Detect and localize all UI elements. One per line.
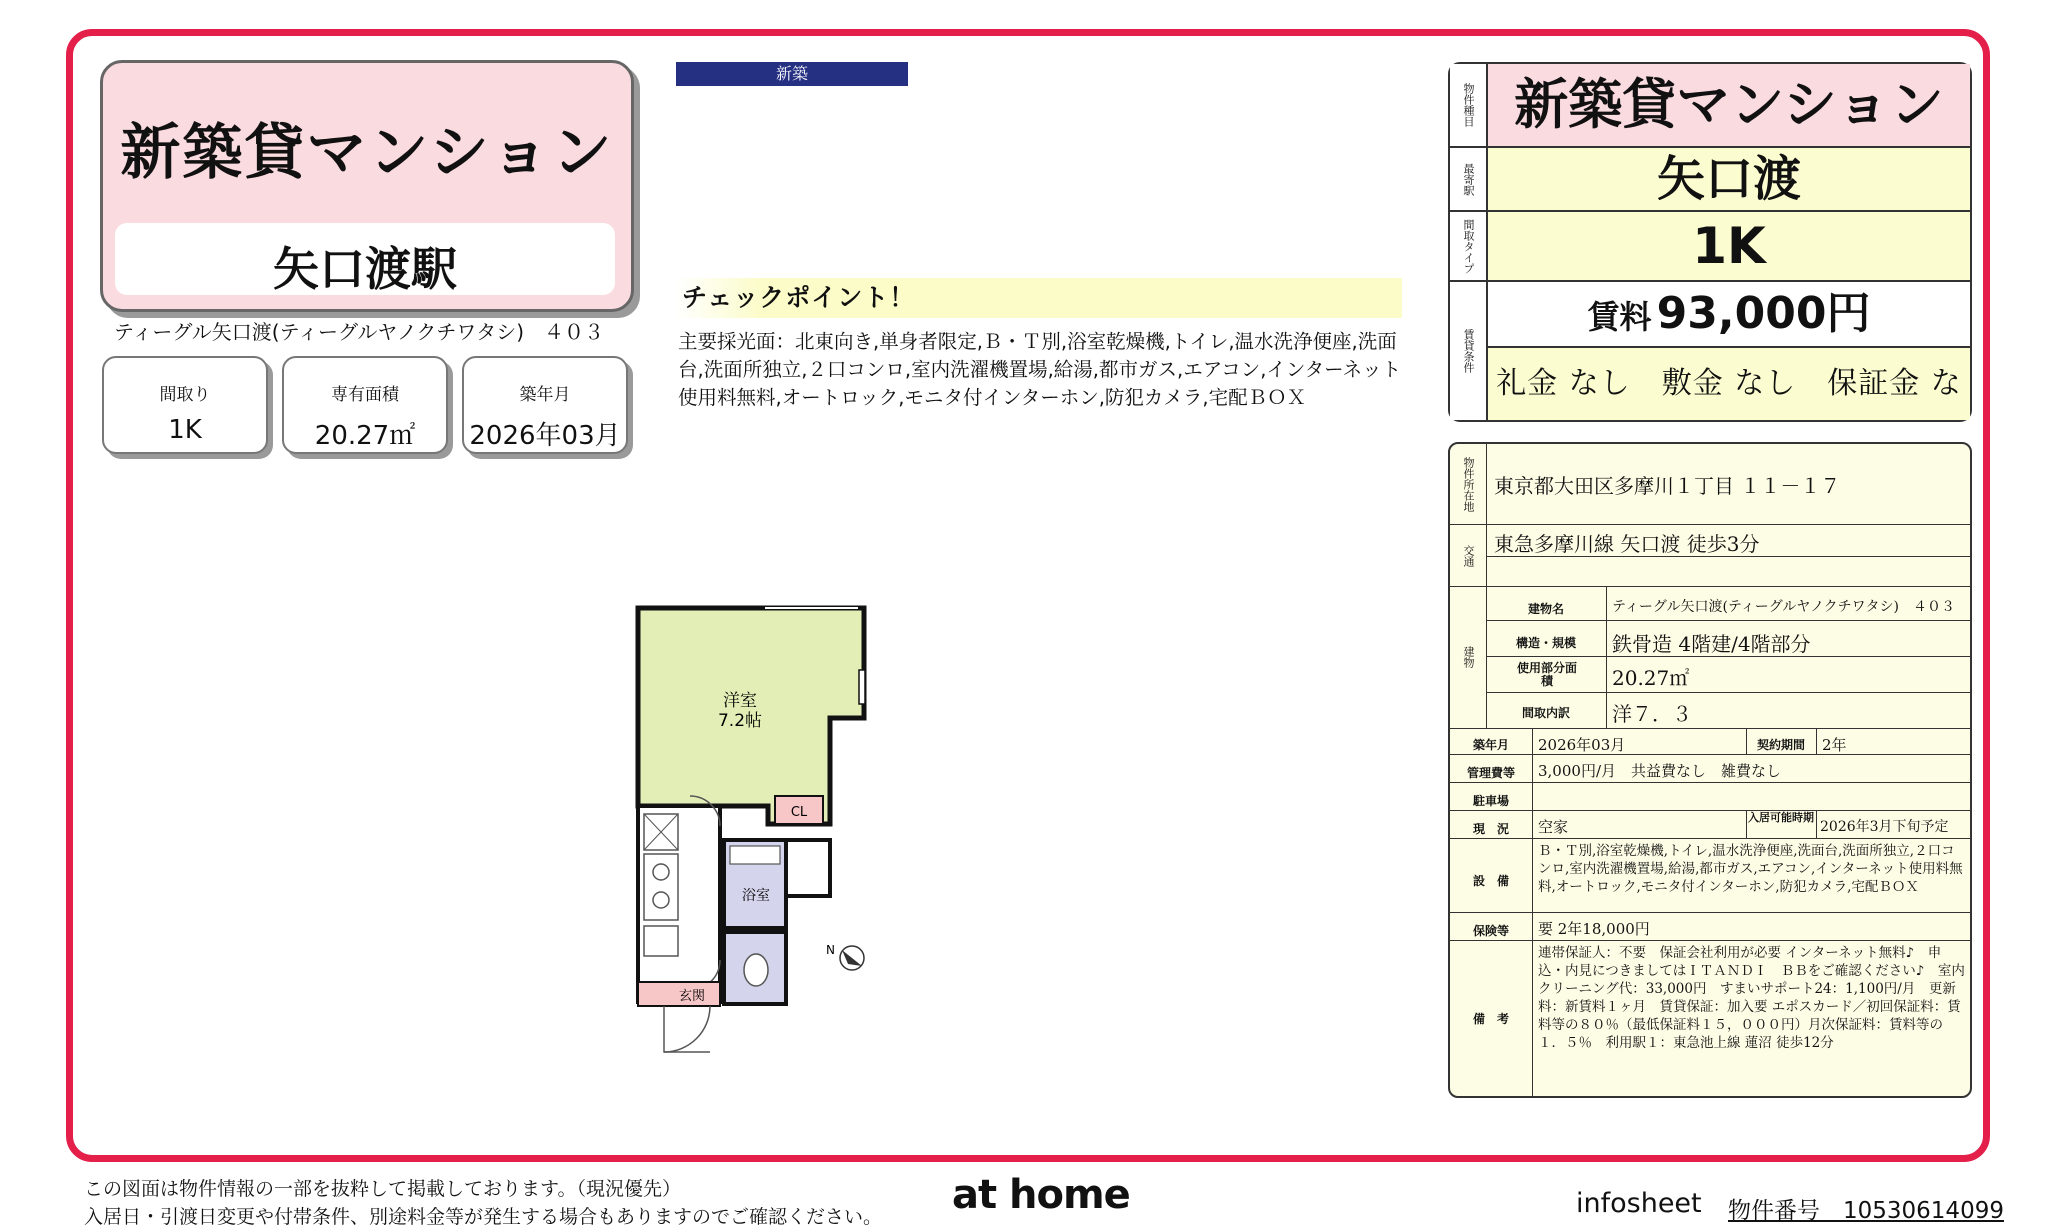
summary-layout: 1K	[1692, 217, 1766, 275]
spec-label: 専有面積	[331, 385, 399, 405]
station-box	[115, 223, 615, 295]
contract-value: 2年	[1822, 736, 1847, 754]
room-label: 洋室	[723, 691, 757, 711]
spec-area	[282, 356, 448, 454]
summary-rent-cell	[1488, 282, 1970, 348]
label-parking: 駐車場	[1472, 794, 1509, 808]
insurance-value: 要 2年18,000円	[1538, 920, 1650, 938]
new-construction-badge: 新築	[676, 62, 908, 86]
area-value: 20.27㎡	[1612, 666, 1690, 690]
building-name-value: ティーグル矢口渡(ティーグルヤノクチワタシ) ４０３	[1612, 599, 1956, 615]
spec-label: 間取り	[159, 385, 211, 405]
summary-station: 矢口渡	[1656, 151, 1801, 207]
compass-icon	[826, 943, 864, 970]
move-in-value: 2026年3月下旬予定	[1820, 819, 1949, 835]
label-move-in: 入居可能時期	[1748, 811, 1814, 824]
summary-box	[1448, 62, 1972, 422]
athome-logo: at home	[952, 1172, 1130, 1218]
spec-value: 20.27㎡	[314, 421, 416, 451]
label-address: 物件所在地	[1462, 456, 1475, 512]
label-nearest-station: 最寄駅	[1462, 162, 1475, 196]
rent-label: 賃料	[1587, 298, 1652, 336]
label-building-name: 建物名	[1527, 602, 1564, 616]
rent-value: 93,000円	[1656, 288, 1871, 339]
spec-layout	[102, 356, 268, 454]
checkpoint-title: チェックポイント！	[676, 278, 1402, 318]
property-type-card	[100, 60, 634, 312]
infosheet-label: infosheet	[1576, 1188, 1702, 1219]
layout-detail-value: 洋７．３	[1612, 702, 1692, 726]
address: 東京都大田区多摩川１丁目 １１－１７	[1494, 474, 1841, 498]
label-layout-type: 間取タイプ	[1462, 218, 1475, 274]
footer-note	[84, 1175, 882, 1231]
details-table	[1448, 442, 1972, 1098]
footer-note-line1: この図面は物件情報の一部を抜粋して掲載しております。（現況優先）	[84, 1178, 681, 1200]
label-built: 築年月	[1472, 738, 1509, 752]
property-number: 物件番号 10530614099	[1728, 1198, 2004, 1224]
summary-station-cell	[1488, 148, 1970, 212]
bath-label: 浴室	[742, 888, 770, 904]
transport: 東急多摩川線 矢口渡 徒歩3分	[1494, 532, 1760, 556]
management-fee-value: 3,000円/月 共益費なし 雑費なし	[1538, 762, 1781, 780]
label-insurance: 保険等	[1472, 924, 1509, 938]
structure-value: 鉄骨造 4階建/4階部分	[1612, 632, 1811, 656]
checkpoint-text: 主要採光面：北東向き,単身者限定,Ｂ・Ｔ別,浴室乾燥機,トイレ,温水洗浄便座,洗面台,洗面所独立,２口コンロ,室内洗濯機置場,給湯,都市ガス,エアコン,インターネット使用料無料,オートロック,モニタ付インターホン,防犯カメラ,宅配ＢＯＸ	[678, 330, 1402, 409]
label-building: 建物	[1462, 646, 1475, 668]
footer-note-line2: 入居日・引渡日変更や付帯条件、別途料金等が発生する場合もありますのでご確認ください。	[84, 1206, 883, 1228]
svg-text:N: N	[826, 943, 835, 957]
spec-value: 2026年03月	[469, 421, 621, 451]
label-layout-detail: 間取内訳	[1521, 706, 1570, 720]
label-transport: 交通	[1462, 545, 1475, 567]
label-area: 使用部分面積	[1516, 661, 1577, 688]
summary-label-column	[1450, 64, 1488, 420]
label-structure: 構造・規模	[1515, 636, 1576, 650]
building-name: ティーグル矢口渡(ティーグルヤノクチワタシ) ４０３	[114, 320, 605, 344]
label-contract: 契約期間	[1756, 738, 1805, 752]
floorplan-image	[630, 600, 910, 1060]
label-property-type: 物件種目	[1462, 83, 1475, 127]
label-rent-conditions: 賃貸条件	[1462, 329, 1475, 373]
label-remarks: 備 考	[1472, 1012, 1509, 1026]
spec-label: 築年月	[519, 385, 571, 405]
label-status: 現 況	[1472, 822, 1509, 836]
remarks-value: 連帯保証人：不要 保証会社利用が必要 インターネット無料♪ 申込・内見につきましてはＩＴＡＮＤＩ ＢＢをご確認ください♪ 室内クリーニング代：33,000円 すまいサポート24：1,100円/月 更新料：新賃料１ヶ月 賃貸保証：加入要 エポスカード／初回保証料：賃料等の８０％（最低保証料１５，０００円）月次保証料：賃料等の１．５％ 利用駅１：東急池上線 蓮沼 徒歩12分	[1538, 945, 1965, 1051]
entrance-label: 玄関	[678, 989, 706, 1004]
equipment-value: Ｂ・Ｔ別,浴室乾燥機,トイレ,温水洗浄便座,洗面台,洗面所独立,２口コンロ,室内洗濯機置場,給湯,都市ガス,エアコン,インターネット使用料無料,オートロック,モニタ付インターホン,防犯カメラ,宅配ＢＯＸ	[1538, 843, 1963, 895]
spec-value: 1K	[168, 415, 202, 445]
summary-layout-cell	[1488, 212, 1970, 282]
room-size: 7.2帖	[717, 711, 763, 731]
station-name: 矢口渡駅	[273, 242, 457, 296]
summary-type: 新築貸マンション	[1514, 73, 1944, 136]
spec-built	[462, 356, 628, 454]
label-management-fee: 管理費等	[1466, 766, 1515, 780]
status-value: 空家	[1538, 818, 1569, 836]
property-type-title: 新築貸マンション	[120, 118, 614, 188]
summary-conditions-cell	[1488, 348, 1970, 420]
rent-conditions: 礼金 なし 敷金 なし 保証金 な	[1496, 366, 1962, 401]
summary-type-cell	[1488, 64, 1970, 148]
closet-label: CL	[790, 805, 808, 820]
built-value: 2026年03月	[1538, 736, 1626, 754]
label-equipment: 設 備	[1472, 874, 1509, 888]
